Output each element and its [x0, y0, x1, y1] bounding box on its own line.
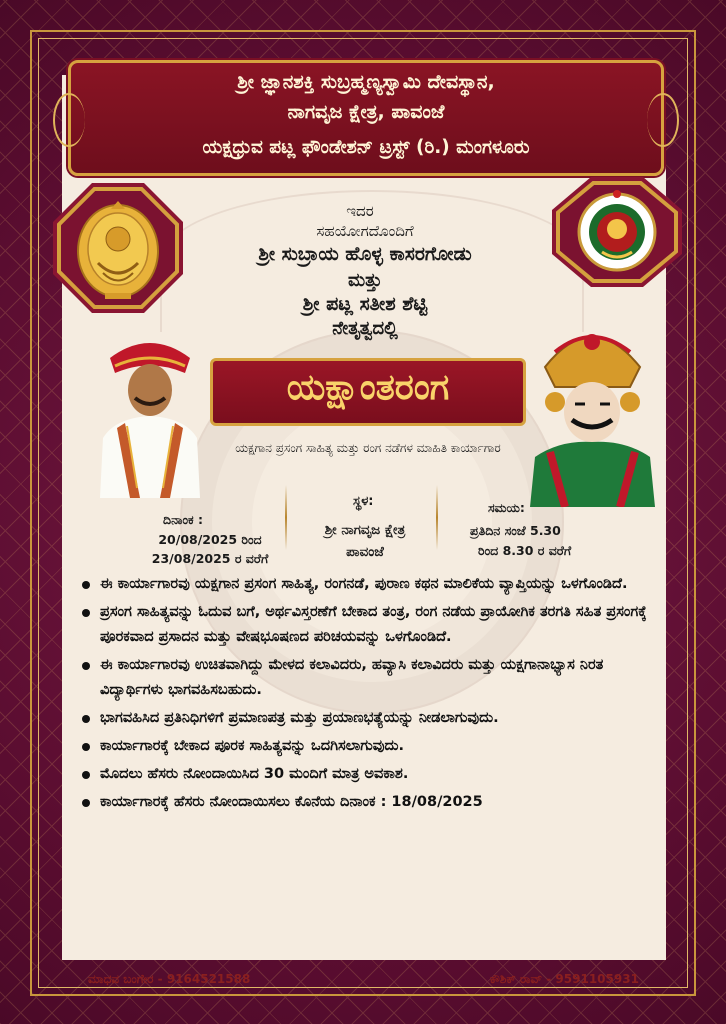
date-start: 20/08/2025 ರಿಂದ [158, 532, 262, 547]
temple-name: ಶ್ರೀ ಜ್ಞಾನಶಕ್ತಿ ಸುಬ್ರಹ್ಮಣ್ಯಸ್ವಾಮಿ ದೇವಸ್ಥಾನ, [237, 71, 495, 93]
list-item: ಪ್ರಸಂಗ ಸಾಹಿತ್ಯವನ್ನು ಓದುವ ಬಗೆ, ಅರ್ಥವಿಸ್ತರಣೆಗೆ ಬೇಕಾದ ತಂತ್ರ, ರಂಗ ನಡೆಯ ಪ್ರಾಯೋಗಿಕ ತರಗತಿ ಸಹಿತ ಪ್ರಸಂಗಕ್ಕೆ ಪೂರಕವಾದ ಪ್ರಸಾದನ ಮತ್ತು ವೇಷಭೂಷಣದ ಪರಿಚಯವನ್ನು ಒಳಗೊಂಡಿದೆ. [80, 600, 650, 650]
info-bullet-list [80, 572, 650, 818]
yakshagana-artist-image [520, 312, 665, 507]
support-name-2: ಶ್ರೀ ಪಟ್ಲ ಸತೀಶ ಶೆಟ್ಟಿ [302, 293, 428, 315]
support-leadership: ನೇತೃತ್ವದಲ್ಲಿ [332, 318, 398, 339]
date-label: ದಿನಾಂಕ : [163, 512, 203, 527]
venue-line-1: ಶ್ರೀ ನಾಗವೃಜ ಕ್ಷೇತ್ರ [324, 522, 406, 538]
list-item: ಕಾರ್ಯಾಗಾರಕ್ಕೆ ಹೆಸರು ನೋಂದಾಯಿಸಲು ಕೊನೆಯ ದಿನಾಂಕ : 18/08/2025 [80, 790, 650, 815]
header-banner [68, 60, 664, 176]
venue-line-2: ಪಾವಂಜೆ [346, 544, 384, 560]
contact-left: ಮಾಧವ ಬಂಗೇರ - 9164521588 [88, 972, 251, 986]
contact-right: ಕೌಶಿಕ್ ರಾವ್ - 9591105931 [490, 972, 639, 986]
venue-label: ಸ್ಥಳ: [353, 494, 374, 509]
time-line-2: ರಿಂದ 8.30 ರ ವರೆಗೆ [478, 543, 572, 558]
patla-foundation-seal-icon [552, 177, 682, 287]
title-banner [210, 358, 526, 426]
event-subtitle: ಯಕ್ಷಗಾನ ಪ್ರಸಂಗ ಸಾಹಿತ್ಯ ಮತ್ತು ರಂಗ ನಡೆಗಳ ಮಾಹಿತಿ ಕಾರ್ಯಾಗಾರ [235, 441, 501, 455]
list-item: ಈ ಕಾರ್ಯಾಗಾರವು ಯಕ್ಷಗಾನ ಪ್ರಸಂಗ ಸಾಹಿತ್ಯ, ರಂಗನಡೆ, ಪುರಾಣ ಕಥನ ಮಾಲಿಕೆಯ ವ್ಯಾಪ್ತಿಯನ್ನು ಒಳಗೊಂಡಿದೆ. [80, 572, 650, 597]
support-name-1: ಶ್ರೀ ಸುಬ್ರಾಯ ಹೊಳ್ಳ ಕಾಸರಗೋಡು [258, 243, 472, 265]
temple-location: ನಾಗವೃಜ ಕ್ಷೇತ್ರ, ಪಾವಂಜೆ [287, 101, 445, 123]
right-logo [552, 177, 682, 287]
list-item: ಮೊದಲು ಹೆಸರು ನೋಂದಾಯಿಸಿದ 30 ಮಂದಿಗೆ ಮಾತ್ರ ಅವಕಾಶ. [80, 762, 650, 787]
event-title: ಯಕ್ಷಾಂತರಂಗ [286, 367, 450, 408]
date-end: 23/08/2025 ರ ವರೆಗೆ [151, 551, 269, 566]
list-item: ಕಾರ್ಯಾಗಾರಕ್ಕೆ ಬೇಕಾದ ಪೂರಕ ಸಾಹಿತ್ಯವನ್ನು ಒದಗಿಸಲಾಗುವುದು. [80, 734, 650, 759]
golden-serpent-emblem-icon [53, 183, 183, 313]
time-label: ಸಮಯ: [488, 500, 525, 515]
support-intro-2: ಸಹಯೋಗದೊಂದಿಗೆ [316, 222, 414, 240]
time-line-1: ಪ್ರತಿದಿನ ಸಂಜೆ 5.30 [470, 523, 561, 538]
divider-right [436, 485, 438, 550]
support-and: ಮತ್ತು [348, 270, 382, 291]
trust-name: ಯಕ್ಷಧ್ರುವ ಪಟ್ಲ ಫೌಂಡೇಶನ್ ಟ್ರಸ್ಟ್ (ರಿ.) ಮಂಗಳೂರು [202, 137, 530, 158]
divider-left [285, 485, 287, 550]
patron-portrait-image [85, 318, 215, 498]
left-logo [53, 183, 183, 313]
support-intro-1: ಇದರ [346, 202, 374, 220]
list-item: ಈ ಕಾರ್ಯಾಗಾರವು ಉಚಿತವಾಗಿದ್ದು ಮೇಳದ ಕಲಾವಿದರು, ಹವ್ಯಾಸಿ ಕಲಾವಿದರು ಮತ್ತು ಯಕ್ಷಗಾನಾಭ್ಯಾಸ ನಿರತ ವಿದ್ಯಾರ್ಥಿಗಳು ಭಾಗವಹಿಸಬಹುದು. [80, 653, 650, 703]
list-item: ಭಾಗವಹಿಸಿದ ಪ್ರತಿನಿಧಿಗಳಿಗೆ ಪ್ರಮಾಣಪತ್ರ ಮತ್ತು ಪ್ರಯಾಣಭತ್ಯೆಯನ್ನು ನೀಡಲಾಗುವುದು. [80, 706, 650, 731]
